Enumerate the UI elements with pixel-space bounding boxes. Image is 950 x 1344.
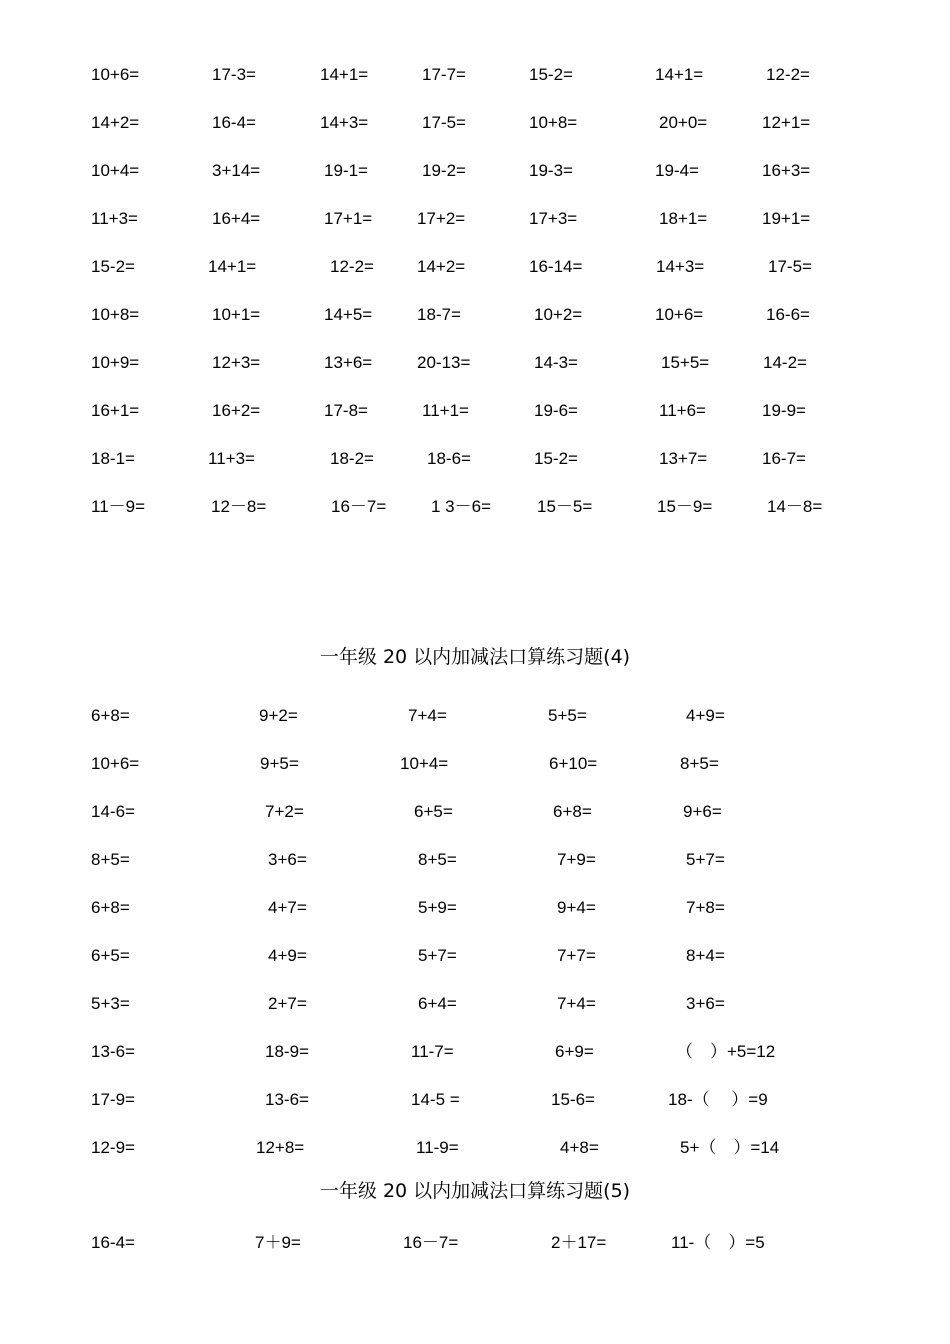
math-problem: 14+2= [91,113,140,132]
problem-row [0,446,950,472]
problem-row [0,991,950,1017]
math-problem: 5+9= [418,898,457,917]
problem-row [0,1039,950,1065]
problem-row [0,1135,950,1161]
math-problem: 6+8= [91,706,130,725]
math-problem: 5+7= [686,850,725,869]
math-problem: （ ）+5=12 [676,1042,776,1061]
problem-row [0,254,950,280]
math-problem: 16+2= [212,401,261,420]
math-problem: 14+5= [324,305,373,324]
math-problem: 5+3= [91,994,130,1013]
problem-row [0,350,950,376]
math-problem: 6+10= [549,754,598,773]
math-problem: 8+5= [680,754,719,773]
math-problem: 7+9= [557,850,596,869]
math-problem: 14－8= [767,497,823,516]
math-problem: 13-6= [265,1090,309,1109]
math-problem: 17-8= [324,401,368,420]
math-problem: 14+1= [208,257,257,276]
math-problem: 16-7= [762,449,806,468]
math-problem: 17-7= [422,65,466,84]
math-problem: 14+1= [655,65,704,84]
math-problem: 4+7= [268,898,307,917]
problem-row [0,703,950,729]
math-problem: 10+1= [212,305,261,324]
math-problem: 18-6= [427,449,471,468]
math-problem: 9+2= [259,706,298,725]
math-problem: 11-7= [411,1042,454,1061]
math-problem: 5+5= [548,706,587,725]
problem-row [0,751,950,777]
section-title-5: 一年级 20 以内加减法口算练习题(5) [319,1180,631,1202]
math-problem: 13+7= [659,449,708,468]
math-problem: 18-1= [91,449,135,468]
math-problem: 16+4= [212,209,261,228]
math-problem: 14+3= [320,113,369,132]
math-problem: 16+1= [91,401,140,420]
math-problem: 12+8= [256,1138,305,1157]
math-problem: 6+8= [553,802,592,821]
problem-row [0,1230,950,1256]
math-problem: 17+1= [324,209,373,228]
math-problem: 6+9= [555,1042,594,1061]
problem-row [0,302,950,328]
math-problem: 7+8= [686,898,725,917]
math-problem: 16－7= [331,497,387,516]
math-problem: 10+6= [91,65,140,84]
math-problem: 12+3= [212,353,261,372]
problem-row [0,110,950,136]
math-problem: 5+（ ）=14 [680,1138,780,1157]
math-problem: 20+0= [659,113,708,132]
math-problem: 6+4= [418,994,457,1013]
math-problem: 13+6= [324,353,373,372]
math-problem: 19+1= [762,209,811,228]
problem-row [0,1087,950,1113]
math-problem: 9+6= [683,802,722,821]
math-problem: 8+5= [418,850,457,869]
math-problem: 16-14= [529,257,583,276]
problem-row [0,494,950,520]
math-problem: 11-（ ）=5 [671,1233,765,1252]
math-problem: 4+9= [686,706,725,725]
math-problem: 11+1= [422,401,469,420]
math-problem: 6+5= [414,802,453,821]
math-problem: 10+2= [534,305,583,324]
math-problem: 15-2= [91,257,135,276]
math-problem: 11-9= [416,1138,459,1157]
math-problem: 10+6= [91,754,140,773]
math-problem: 14+3= [656,257,705,276]
math-problem: 17+2= [417,209,466,228]
math-problem: 4+8= [560,1138,599,1157]
math-problem: 19-1= [324,161,368,180]
math-problem: 16-6= [766,305,810,324]
math-problem: 12-2= [766,65,810,84]
math-problem: 11+3= [208,449,255,468]
math-problem: 17-5= [768,257,812,276]
math-problem: 4+9= [268,946,307,965]
math-problem: 17-3= [212,65,256,84]
math-problem: 10+8= [91,305,140,324]
math-problem: 15+5= [661,353,710,372]
math-problem: 9+4= [557,898,596,917]
math-problem: 18-2= [330,449,374,468]
math-problem: 15-6= [551,1090,595,1109]
math-problem: 18-7= [417,305,461,324]
math-problem: 2+7= [268,994,307,1013]
math-problem: 13-6= [91,1042,135,1061]
math-problem: 12-2= [330,257,374,276]
math-problem: 19-9= [762,401,806,420]
math-problem: 16-4= [91,1233,135,1252]
math-problem: 10+8= [529,113,578,132]
math-problem: 7+2= [265,802,304,821]
math-problem: 19-4= [655,161,699,180]
math-problem: 7+4= [408,706,447,725]
problem-row [0,62,950,88]
math-problem: 7+4= [557,994,596,1013]
math-problem: 18-9= [265,1042,309,1061]
math-problem: 3+14= [212,161,261,180]
math-problem: 8+4= [686,946,725,965]
math-problem: 17-9= [91,1090,135,1109]
math-problem: 16+3= [762,161,811,180]
math-problem: 14+2= [417,257,466,276]
math-problem: 19-6= [534,401,578,420]
math-problem: 5+7= [418,946,457,965]
math-problem: 18-（ ）=9 [668,1090,768,1109]
math-problem: 7＋9= [255,1233,301,1252]
problem-row [0,158,950,184]
math-problem: 20-13= [417,353,471,372]
math-problem: 6+5= [91,946,130,965]
problem-row [0,206,950,232]
math-problem: 3+6= [686,994,725,1013]
problem-row [0,943,950,969]
math-problem: 19-2= [422,161,466,180]
math-problem: 11－9= [91,497,146,516]
math-problem: 12+1= [762,113,811,132]
problem-row [0,895,950,921]
math-problem: 19-3= [529,161,573,180]
math-problem: 12-9= [91,1138,135,1157]
math-problem: 10+4= [91,161,140,180]
math-problem: 14+1= [320,65,369,84]
math-problem: 11+6= [659,401,706,420]
math-problem: 17-5= [422,113,466,132]
math-problem: 17+3= [529,209,578,228]
math-problem: 14-2= [763,353,807,372]
math-problem: 16－7= [403,1233,459,1252]
math-problem: 10+6= [655,305,704,324]
math-problem: 11+3= [91,209,138,228]
math-problem: 16-4= [212,113,256,132]
math-problem: 14-6= [91,802,135,821]
math-problem: 8+5= [91,850,130,869]
math-problem: 7+7= [557,946,596,965]
math-problem: 15－9= [657,497,713,516]
section-title-4: 一年级 20 以内加减法口算练习题(4) [319,646,631,668]
math-problem: 9+5= [260,754,299,773]
math-problem: 10+9= [91,353,140,372]
math-problem: 14-5 = [411,1090,460,1109]
problem-row [0,398,950,424]
problem-row [0,799,950,825]
math-problem: 15-2= [529,65,573,84]
math-problem: 12－8= [211,497,267,516]
math-problem: 3+6= [268,850,307,869]
math-problem: 10+4= [400,754,449,773]
math-problem: 1 3－6= [431,497,492,516]
math-problem: 18+1= [659,209,708,228]
math-problem: 14-3= [534,353,578,372]
problem-row [0,847,950,873]
math-problem: 2＋17= [551,1233,607,1252]
math-problem: 6+8= [91,898,130,917]
math-problem: 15-2= [534,449,578,468]
math-problem: 15－5= [537,497,593,516]
